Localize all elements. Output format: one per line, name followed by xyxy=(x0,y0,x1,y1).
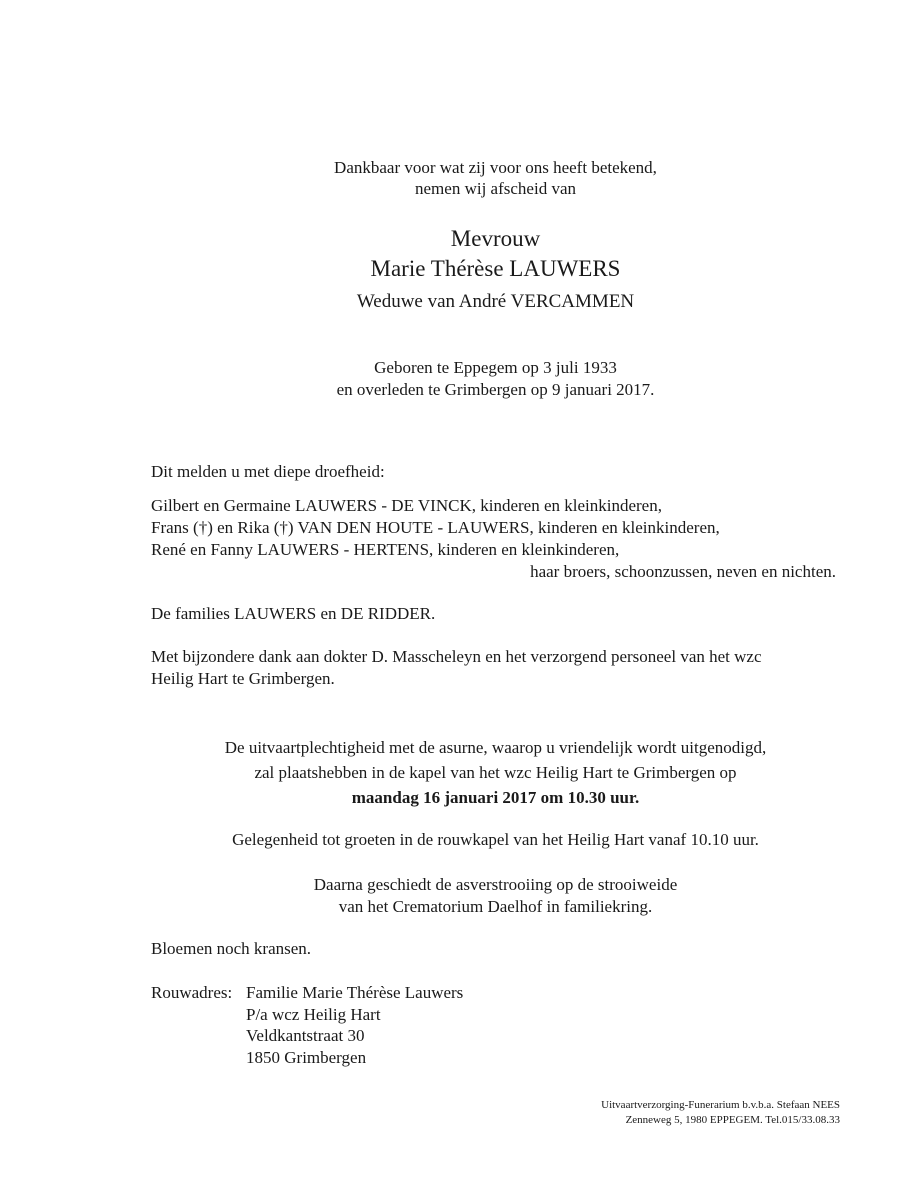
funeral-home-address: Zenneweg 5, 1980 EPPEGEM. Tel.015/33.08.33 xyxy=(625,1114,840,1126)
announcement-heading: Dit melden u met diepe droefheid: xyxy=(151,462,385,481)
address-line: Veldkantstraat 30 xyxy=(246,1026,365,1045)
death-line: en overleden te Grimbergen op 9 januari 2017. xyxy=(336,380,655,399)
deceased-title: Mevrouw xyxy=(450,226,541,251)
address-line: 1850 Grimbergen xyxy=(246,1048,367,1067)
family-line: René en Fanny LAUWERS - HERTENS, kinderen en kleinkinderen, xyxy=(151,540,620,559)
flowers-line: Bloemen noch kransen. xyxy=(151,939,312,958)
address-line: P/a wcz Heilig Hart xyxy=(246,1005,381,1024)
families-line: De families LAUWERS en DE RIDDER. xyxy=(151,604,436,623)
funeral-home-name: Uitvaartverzorging-Funerarium b.v.b.a. Stefaan NEES xyxy=(601,1099,840,1111)
scatter-line-2: van het Crematorium Daelhof in familiekring. xyxy=(338,897,653,916)
ceremony-line-2: zal plaatshebben in de kapel van het wzc Heilig Hart te Grimbergen op xyxy=(254,763,737,782)
family-line: Gilbert en Germaine LAUWERS - DE VINCK, kinderen en kleinkinderen, xyxy=(151,496,662,515)
intro-line-2: nemen wij afscheid van xyxy=(415,179,576,198)
greeting-line: Gelegenheid tot groeten in de rouwkapel van het Heilig Hart vanaf 10.10 uur. xyxy=(232,830,759,849)
address-line: Familie Marie Thérèse Lauwers xyxy=(246,983,464,1002)
scatter-line-1: Daarna geschiedt de asverstrooiing op de strooiweide xyxy=(313,875,678,894)
relatives-line: haar broers, schoonzussen, neven en nichten. xyxy=(530,562,836,581)
address-label: Rouwadres: xyxy=(151,983,233,1002)
intro-line-1: Dankbaar voor wat zij voor ons heeft betekend, xyxy=(334,158,657,177)
deceased-name: Marie Thérèse LAUWERS xyxy=(370,256,621,281)
birth-line: Geboren te Eppegem op 3 juli 1933 xyxy=(374,358,617,377)
thanks-line-1: Met bijzondere dank aan dokter D. Masscheleyn en het verzorgend personeel van het wzc xyxy=(151,647,762,666)
ceremony-datetime: maandag 16 januari 2017 om 10.30 uur. xyxy=(351,788,640,807)
thanks-line-2: Heilig Hart te Grimbergen. xyxy=(151,669,335,688)
widow-of: Weduwe van André VERCAMMEN xyxy=(356,291,635,312)
ceremony-line-1: De uitvaartplechtigheid met de asurne, waarop u vriendelijk wordt uitgenodigd, xyxy=(224,738,767,757)
family-line: Frans (†) en Rika (†) VAN DEN HOUTE - LAUWERS, kinderen en kleinkinderen, xyxy=(151,518,720,537)
